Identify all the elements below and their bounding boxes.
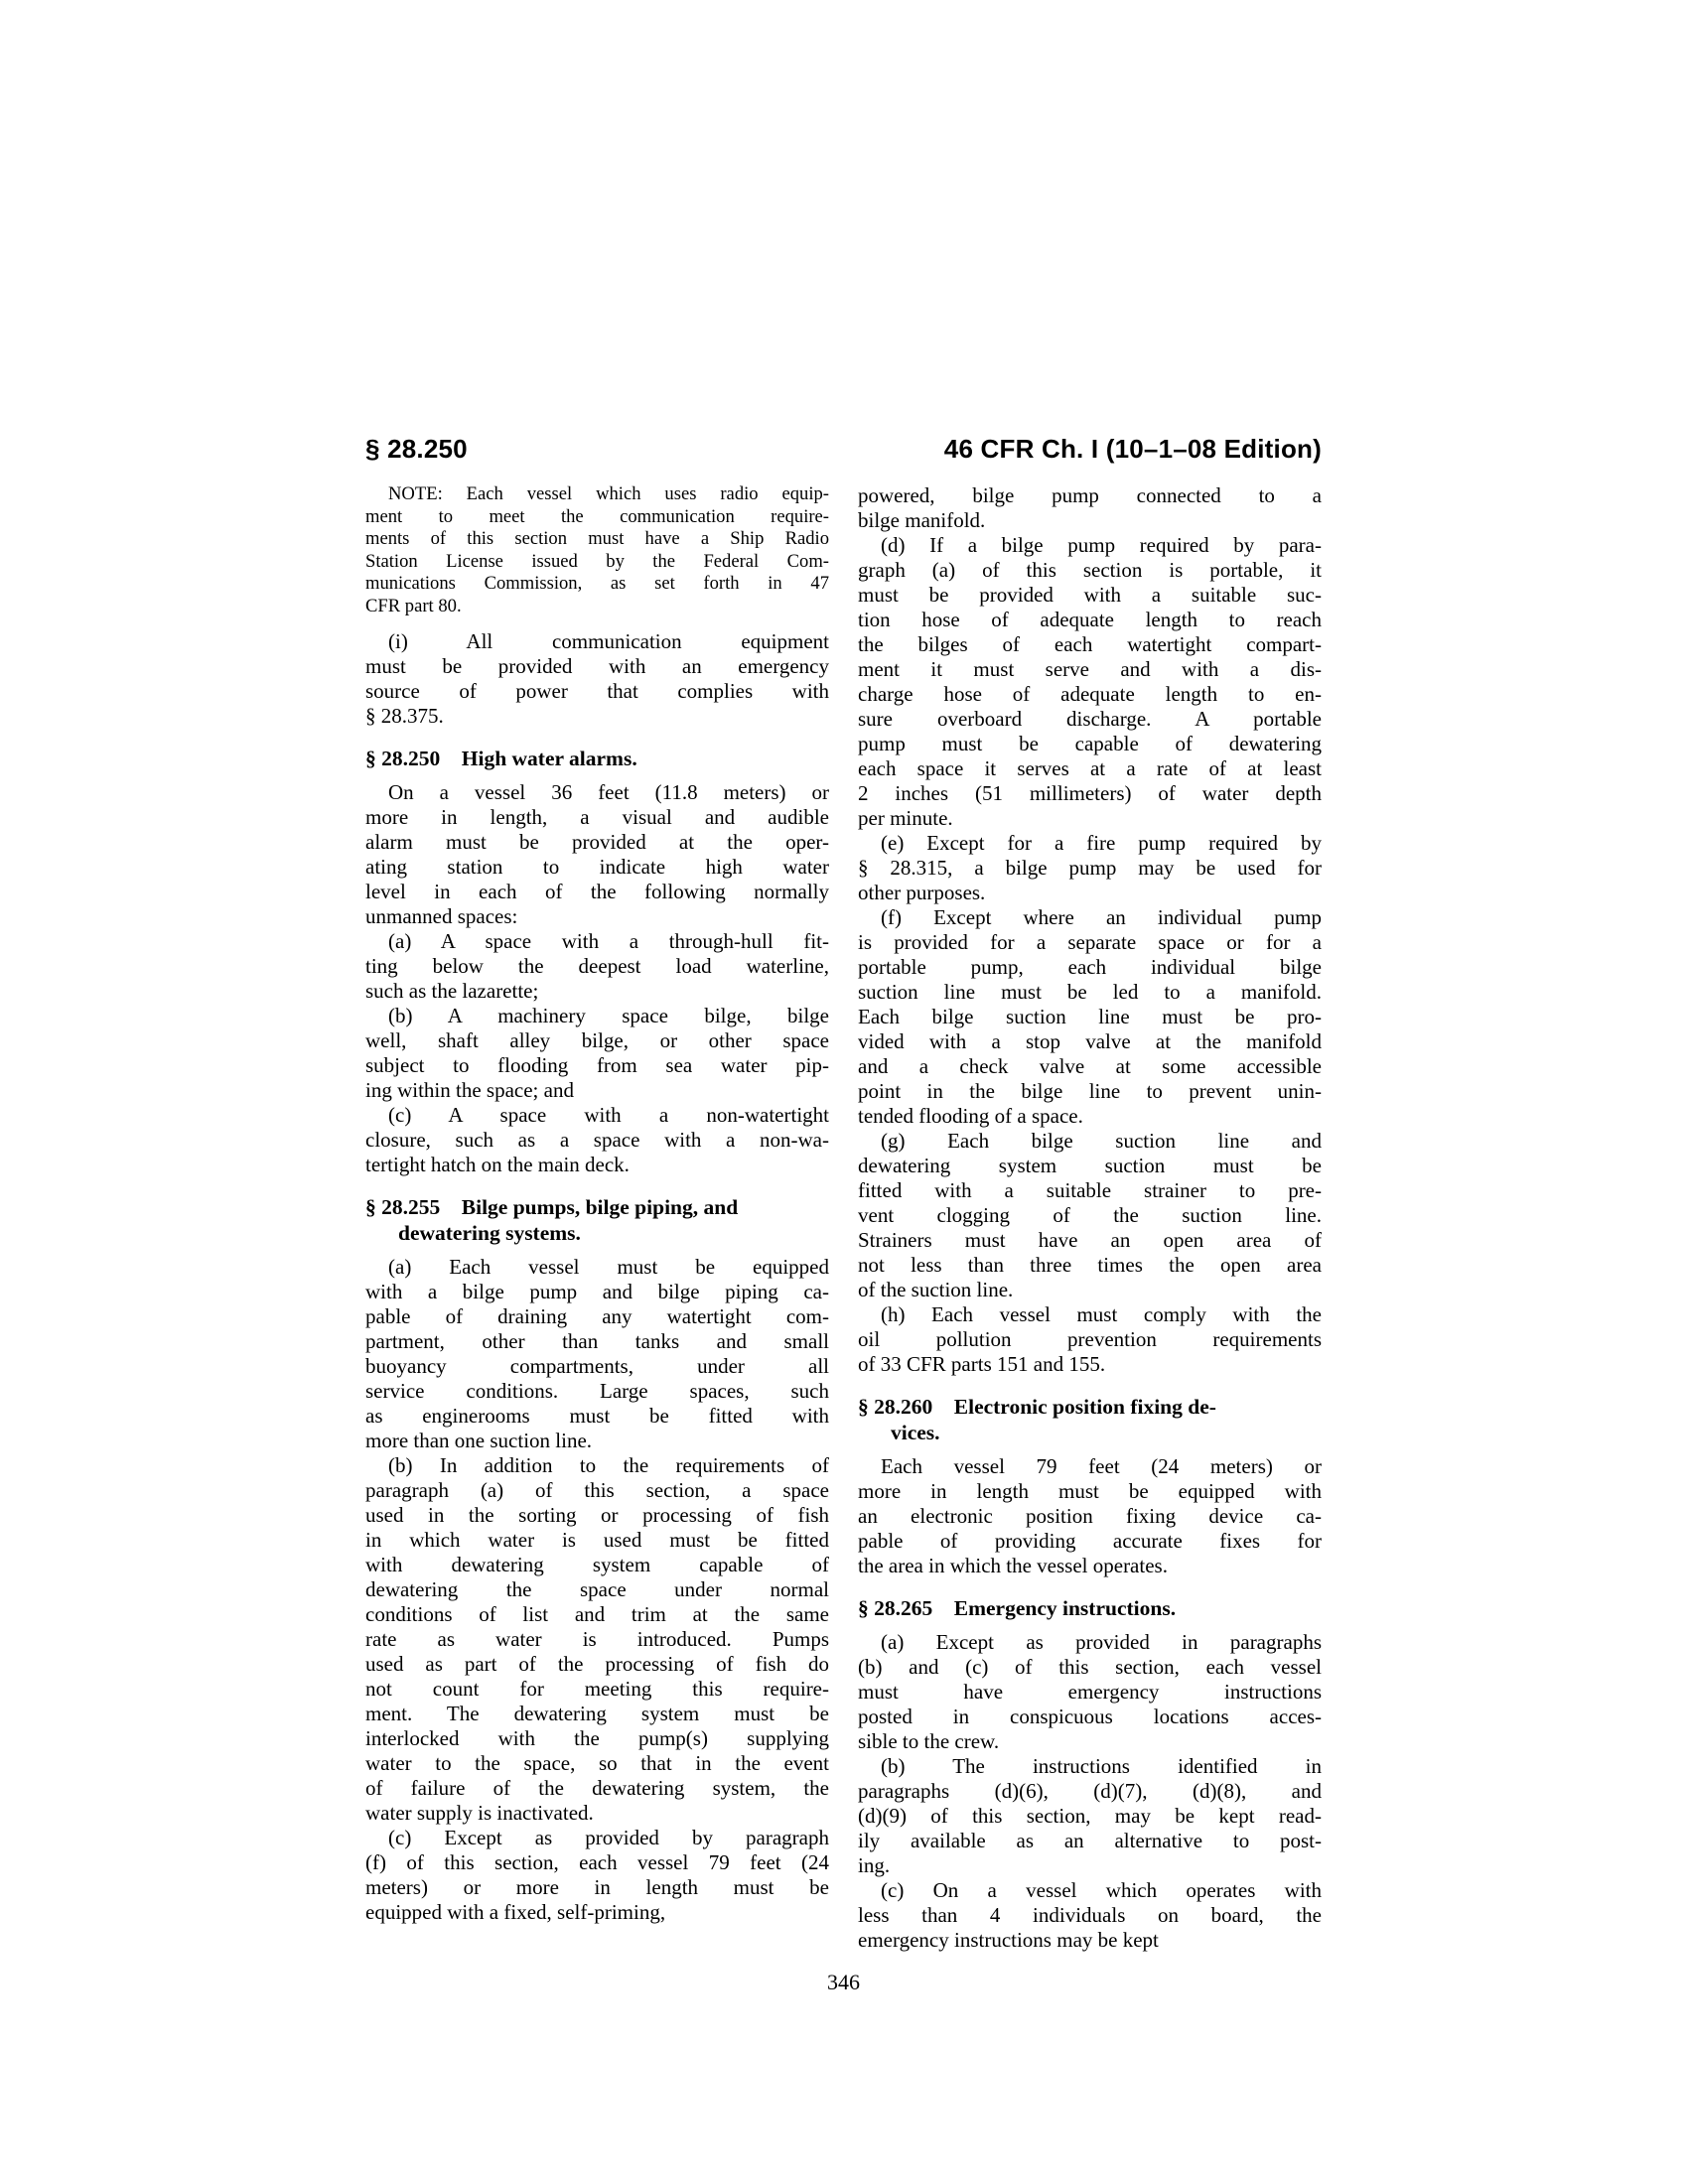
text-line: well, shaft alley bilge, or other space: [365, 1027, 829, 1052]
text-line: suction line must be led to a manifold.: [858, 980, 1322, 1004]
text-line: not count for meeting this require-: [365, 1676, 829, 1701]
text-line: ment to meet the communication require-: [365, 505, 829, 527]
text-line: § 28.375.: [365, 703, 444, 728]
text-line: ment. The dewatering system must be: [365, 1701, 829, 1725]
text-line: must be provided with a suitable suc-: [858, 583, 1322, 607]
text-line: (h) Each vessel must comply with the: [881, 1302, 1322, 1326]
text-line: an electronic position fixing device ca-: [858, 1504, 1322, 1528]
text-line: service conditions. Large spaces, such: [365, 1378, 829, 1403]
paragraph-28-265-b: [858, 1754, 1322, 1878]
paragraph-28-250-a: [365, 929, 829, 1004]
paragraph-i: [365, 629, 829, 729]
text-line: dewatering system suction must be: [858, 1154, 1322, 1177]
text-line: paragraphs (d)(6), (d)(7), (d)(8), and: [858, 1779, 1322, 1803]
text-line: is provided for a separate space or for a: [858, 930, 1322, 954]
text-line: (e) Except for a fire pump required by: [881, 831, 1322, 855]
text-line: less than 4 individuals on board, the: [858, 1903, 1322, 1927]
text-line: § 28.255 Bilge pumps, bilge piping, and: [365, 1194, 739, 1219]
paragraph-28-250-intro: [365, 780, 829, 929]
paragraph-28-255-d: [858, 533, 1322, 831]
text-line: fitted with a suitable strainer to pre-: [858, 1178, 1322, 1202]
text-line: emergency instructions may be kept: [858, 1928, 1159, 1952]
text-line: (d) If a bilge pump required by para-: [881, 533, 1322, 557]
text-line: point in the bilge line to prevent unin-: [858, 1079, 1322, 1103]
text-line: (a) Each vessel must be equipped: [388, 1254, 829, 1279]
text-line: as enginerooms must be fitted with: [365, 1403, 829, 1428]
section-heading-28-250: [365, 746, 829, 771]
text-line: munications Commission, as set forth in 47: [365, 573, 829, 595]
text-line: ment it must serve and with a dis-: [858, 657, 1322, 681]
text-line: (c) On a vessel which operates with: [881, 1878, 1322, 1902]
text-line: meters) or more in length must be: [365, 1874, 829, 1899]
paragraph-28-255-b: [365, 1453, 829, 1826]
text-line: (a) A space with a through-hull fit-: [388, 928, 829, 953]
text-line: (b) The instructions identified in: [881, 1754, 1322, 1778]
paragraph-28-255-h: [858, 1302, 1322, 1377]
text-line: charge hose of adequate length to en-: [858, 682, 1322, 706]
text-line: § 28.315, a bilge pump may be used for: [858, 856, 1322, 880]
text-line: ily available as an alternative to post-: [858, 1829, 1322, 1852]
text-line: vided with a stop valve at the manifold: [858, 1029, 1322, 1053]
text-line: § 28.260 Electronic position fixing de-: [858, 1395, 1216, 1419]
text-line: more in length must be equipped with: [858, 1479, 1322, 1503]
text-line: alarm must be provided at the oper-: [365, 829, 829, 854]
text-line: of 33 CFR parts 151 and 155.: [858, 1352, 1106, 1376]
paragraph-28-255-e: [858, 831, 1322, 905]
text-line: pable of providing accurate fixes for: [858, 1529, 1322, 1553]
text-line: of the suction line.: [858, 1278, 1014, 1301]
text-line: vent clogging of the suction line.: [858, 1203, 1322, 1227]
text-line: conditions of list and trim at the same: [365, 1601, 829, 1626]
text-line: water to the space, so that in the event: [365, 1750, 829, 1775]
text-line: Station License issued by the Federal Com-: [365, 550, 829, 572]
running-header-edition: 46 CFR Ch. I (10–1–08 Edition): [943, 434, 1322, 464]
text-line: more in length, a visual and audible: [365, 804, 829, 829]
text-line: (c) Except as provided by paragraph: [388, 1825, 829, 1849]
text-line: (b) A machinery space bilge, bilge: [388, 1003, 829, 1027]
text-line: (f) of this section, each vessel 79 feet (24: [365, 1849, 829, 1874]
paragraph-28-260-body: [858, 1454, 1322, 1578]
text-line: each space it serves at a rate of at least: [858, 756, 1322, 780]
text-line: ting below the deepest load waterline,: [365, 953, 829, 978]
text-line: bilge manifold.: [858, 508, 986, 532]
left-column: [365, 483, 829, 1953]
text-line: dewatering systems.: [398, 1220, 581, 1245]
running-header: [365, 434, 1322, 465]
note-paragraph: [365, 483, 829, 618]
text-line: NOTE: Each vessel which uses radio equip-: [388, 483, 829, 504]
text-line: (f) Except where an individual pump: [881, 905, 1322, 929]
text-line: (b) and (c) of this section, each vessel: [858, 1655, 1322, 1679]
text-line: the area in which the vessel operates.: [858, 1554, 1168, 1577]
paragraph-28-255-f: [858, 905, 1322, 1129]
text-line: closure, such as a space with a non-wa-: [365, 1127, 829, 1152]
text-line: and a check valve at some accessible: [858, 1054, 1322, 1078]
text-line: vices.: [891, 1421, 940, 1444]
text-line: buoyancy compartments, under all: [365, 1353, 829, 1378]
text-line: (c) A space with a non-watertight: [388, 1102, 829, 1127]
running-header-section: § 28.250: [365, 434, 468, 464]
text-line: tertight hatch on the main deck.: [365, 1152, 630, 1176]
text-line: (g) Each bilge suction line and: [881, 1129, 1322, 1153]
text-line: sible to the crew.: [858, 1729, 1000, 1753]
text-line: more than one suction line.: [365, 1428, 593, 1452]
text-line: per minute.: [858, 806, 953, 830]
text-line: with dewatering system capable of: [365, 1552, 829, 1576]
paragraph-28-255-a: [365, 1255, 829, 1453]
text-line: oil pollution prevention requirements: [858, 1327, 1322, 1351]
text-line: rate as water is introduced. Pumps: [365, 1626, 829, 1651]
text-line: CFR part 80.: [365, 595, 462, 616]
text-line: the bilges of each watertight compart-: [858, 632, 1322, 656]
text-line: (a) Except as provided in paragraphs: [881, 1630, 1322, 1654]
paragraph-28-255-c-continued: [858, 483, 1322, 533]
text-line: On a vessel 36 feet (11.8 meters) or: [388, 779, 829, 804]
text-line: portable pump, each individual bilge: [858, 955, 1322, 979]
text-line: in which water is used must be fitted: [365, 1527, 829, 1552]
text-line: unmanned spaces:: [365, 903, 518, 928]
text-line: water supply is inactivated.: [365, 1800, 594, 1825]
section-heading-28-260: [858, 1394, 1322, 1445]
text-line: must have emergency instructions: [858, 1680, 1322, 1704]
paragraph-28-255-c: [365, 1826, 829, 1925]
text-line: with a bilge pump and bilge piping ca-: [365, 1279, 829, 1303]
text-line: sure overboard discharge. A portable: [858, 707, 1322, 731]
text-line: ing.: [858, 1853, 891, 1877]
text-line: used as part of the processing of fish do: [365, 1651, 829, 1676]
text-line: paragraph (a) of this section, a space: [365, 1477, 829, 1502]
text-line: (b) In addition to the requirements of: [388, 1452, 829, 1477]
text-line: § 28.250 High water alarms.: [365, 746, 637, 770]
text-line: tion hose of adequate length to reach: [858, 608, 1322, 631]
text-columns: [365, 483, 1322, 1953]
text-line: such as the lazarette;: [365, 978, 539, 1003]
text-line: (d)(9) of this section, may be kept read-: [858, 1804, 1322, 1828]
text-line: must be provided with an emergency: [365, 653, 829, 678]
text-line: Each vessel 79 feet (24 meters) or: [881, 1454, 1322, 1478]
paragraph-28-265-c: [858, 1878, 1322, 1953]
text-line: posted in conspicuous locations acces-: [858, 1705, 1322, 1728]
text-line: Strainers must have an open area of: [858, 1228, 1322, 1252]
text-line: equipped with a fixed, self-priming,: [365, 1899, 666, 1924]
paragraph-28-250-b: [365, 1004, 829, 1103]
text-line: powered, bilge pump connected to a: [858, 483, 1322, 507]
text-line: ing within the space; and: [365, 1077, 574, 1102]
page-number: 346: [827, 1970, 860, 1994]
text-line: source of power that complies with: [365, 678, 829, 703]
paragraph-28-250-c: [365, 1103, 829, 1177]
section-heading-28-265: [858, 1595, 1322, 1621]
text-line: (i) All communication equipment: [388, 628, 829, 653]
section-heading-28-255: [365, 1194, 829, 1246]
paragraph-28-255-g: [858, 1129, 1322, 1302]
text-line: § 28.265 Emergency instructions.: [858, 1596, 1177, 1620]
text-line: not less than three times the open area: [858, 1253, 1322, 1277]
text-line: graph (a) of this section is portable, it: [858, 558, 1322, 582]
text-line: used in the sorting or processing of fish: [365, 1502, 829, 1527]
text-line: pump must be capable of dewatering: [858, 732, 1322, 755]
text-line: subject to flooding from sea water pip-: [365, 1052, 829, 1077]
text-line: ments of this section must have a Ship Radio: [365, 528, 829, 550]
paragraph-28-265-a: [858, 1630, 1322, 1754]
text-line: pable of draining any watertight com-: [365, 1303, 829, 1328]
text-line: dewatering the space under normal: [365, 1576, 829, 1601]
text-line: level in each of the following normally: [365, 879, 829, 903]
text-line: tended flooding of a space.: [858, 1104, 1083, 1128]
text-line: interlocked with the pump(s) supplying: [365, 1725, 829, 1750]
text-line: of failure of the dewatering system, the: [365, 1775, 829, 1800]
text-line: other purposes.: [858, 881, 986, 904]
text-line: Each bilge suction line must be pro-: [858, 1005, 1322, 1028]
text-line: 2 inches (51 millimeters) of water depth: [858, 781, 1322, 805]
right-column: [858, 483, 1322, 1953]
text-line: partment, other than tanks and small: [365, 1328, 829, 1353]
text-line: ating station to indicate high water: [365, 854, 829, 879]
